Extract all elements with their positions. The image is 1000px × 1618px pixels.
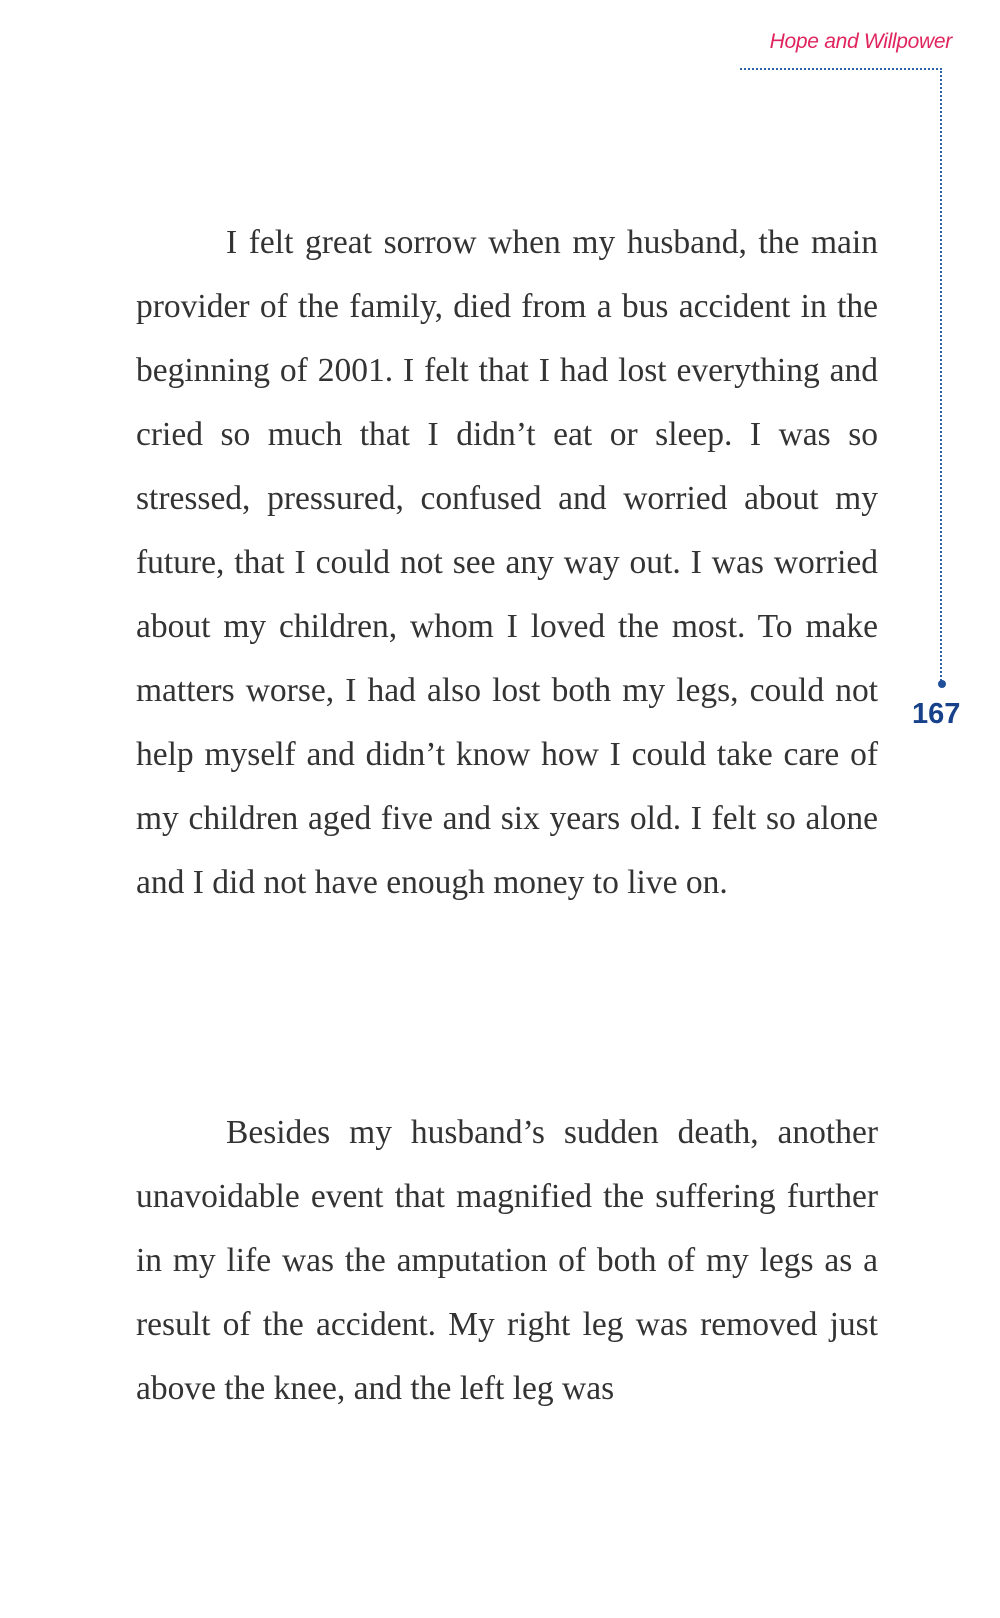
paragraph-2: Besides my husband’s sudden death, another unavoidable event that magnified the suffering further in my life was the amputation of both of my legs as a result of the accident. My right leg was removed just above the knee, and the left leg was [136, 1114, 878, 1407]
page-number: 167 [912, 698, 961, 730]
running-head-title: Hope and Willpower [769, 30, 952, 53]
paragraph-1: I felt great sorrow when my husband, the main provider of the family, died from a bus accident in the beginning of 2001. I felt that I had lost everything and cried so much that I didn’t eat or sleep. I was so stressed, pressured, confused and worried about my future, that I could not see any way out. I was worried about my children, whom I loved the most. To make matters worse, I had also lost both my legs, could not help myself and didn’t know how I could take care of my children aged five and six years old. I felt so alone and I did not have enough money to live on. [136, 224, 878, 901]
guide-dot [938, 680, 946, 688]
